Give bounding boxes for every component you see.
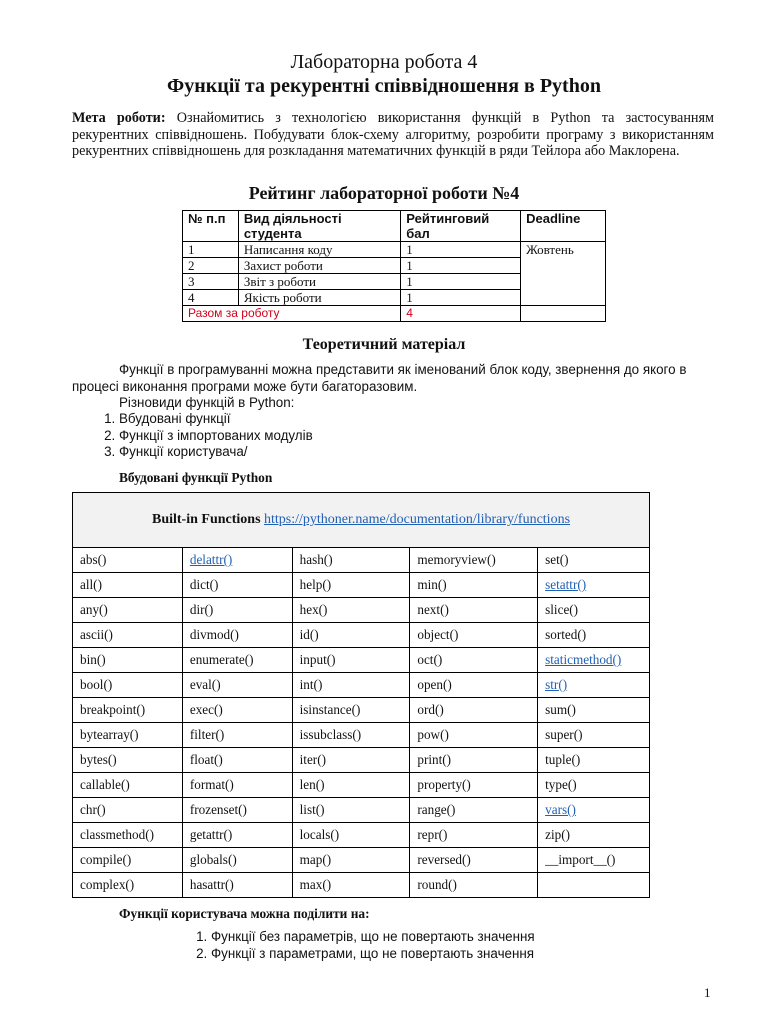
table-row: [73, 748, 650, 773]
table-cell: [292, 598, 410, 623]
function-name: any(): [80, 602, 108, 617]
table-cell: [182, 548, 292, 573]
rating-total-row: [183, 306, 606, 322]
table-cell: [182, 823, 292, 848]
function-name: isinstance(): [299, 702, 361, 717]
table-cell: [73, 548, 183, 573]
table-cell: [538, 848, 650, 873]
function-name: enumerate(): [189, 652, 254, 667]
function-name: exec(): [189, 702, 223, 717]
function-name: filter(): [189, 727, 225, 742]
function-name: divmod(): [189, 627, 239, 642]
function-name: pow(): [417, 727, 449, 742]
table-cell: [292, 773, 410, 798]
rating-title: Рейтинг лабораторної роботи №4: [248, 183, 520, 203]
table-row: [73, 698, 650, 723]
function-kinds-intro: Різновиди функцій в Python:: [119, 395, 295, 410]
function-name: bool(): [80, 677, 113, 692]
function-name: complex(): [80, 877, 135, 892]
builtin-functions-title: Вбудовані функції Python: [119, 470, 273, 485]
table-cell: [538, 723, 650, 748]
list-item: 1. Вбудовані функції: [119, 411, 313, 428]
function-name: int(): [299, 677, 323, 692]
function-name: set(): [545, 552, 569, 567]
function-link[interactable]: delattr(): [189, 552, 233, 567]
function-name: globals(): [189, 852, 237, 867]
user-functions-title: Функції користувача можна поділити на:: [119, 906, 370, 921]
table-cell: [182, 623, 292, 648]
table-cell: [538, 598, 650, 623]
table-cell: [73, 648, 183, 673]
table-cell: [73, 673, 183, 698]
function-name: slice(): [545, 602, 579, 617]
function-name: print(): [417, 752, 452, 767]
function-name: reversed(): [417, 852, 471, 867]
list-item: 2. Функції з імпортованих модулів: [119, 428, 313, 445]
function-name: iter(): [299, 752, 326, 767]
table-row: [73, 623, 650, 648]
table-cell: [73, 723, 183, 748]
theory-title: Теоретичний матеріал: [302, 336, 466, 353]
table-cell: [292, 798, 410, 823]
function-name: bytes(): [80, 752, 117, 767]
function-name: next(): [417, 602, 449, 617]
table-cell: [410, 548, 538, 573]
table-cell: [182, 598, 292, 623]
function-name: memoryview(): [417, 552, 496, 567]
table-cell: [410, 848, 538, 873]
function-name: abs(): [80, 552, 107, 567]
table-cell: [182, 723, 292, 748]
function-name: bin(): [80, 652, 106, 667]
function-name: float(): [189, 752, 223, 767]
table-cell: [410, 573, 538, 598]
rating-cell-activity: Звіт з роботи: [238, 274, 400, 290]
function-name: eval(): [189, 677, 221, 692]
table-cell: [182, 773, 292, 798]
function-name: input(): [299, 652, 336, 667]
rating-cell-activity: Захист роботи: [238, 258, 400, 274]
table-cell: [73, 573, 183, 598]
table-cell: [410, 748, 538, 773]
rating-cell-number: 2: [183, 258, 239, 274]
table-cell: [73, 698, 183, 723]
function-link[interactable]: setattr(): [545, 577, 587, 592]
function-name: chr(): [80, 802, 106, 817]
builtin-functions-table: [72, 492, 650, 898]
function-kinds-list: [72, 411, 313, 461]
goal-paragraph: [72, 110, 714, 160]
table-cell: [292, 673, 410, 698]
table-row: [73, 773, 650, 798]
table-cell: [538, 623, 650, 648]
table-row: [73, 723, 650, 748]
table-cell: [410, 723, 538, 748]
function-name: tuple(): [545, 752, 581, 767]
rating-total-label: Разом за роботу: [183, 306, 401, 322]
lab-subtitle: Функції та рекурентні співвідношення в Python: [167, 75, 601, 97]
table-cell: [73, 848, 183, 873]
table-row: [73, 548, 650, 573]
table-cell: [538, 573, 650, 598]
lab-title: Лабораторна робота 4: [290, 51, 478, 73]
function-name: property(): [417, 777, 471, 792]
function-name: hash(): [299, 552, 333, 567]
table-cell: [538, 648, 650, 673]
function-name: id(): [299, 627, 319, 642]
builtin-table-body: [73, 548, 650, 898]
table-cell: [538, 773, 650, 798]
function-name: compile(): [80, 852, 132, 867]
table-cell: [182, 673, 292, 698]
function-name: min(): [417, 577, 447, 592]
function-name: issubclass(): [299, 727, 362, 742]
user-functions-list: [166, 929, 535, 962]
rating-cell-number: 4: [183, 290, 239, 306]
function-name: oct(): [417, 652, 443, 667]
function-name: ord(): [417, 702, 444, 717]
function-name: frozenset(): [189, 802, 247, 817]
rating-cell-number: 1: [183, 242, 239, 258]
theory-paragraph: Функції в програмуванні можна представити як іменований блок коду, звернення до якого в процесі виконання програми може бути багаторазовим.: [72, 362, 687, 394]
function-name: sum(): [545, 702, 576, 717]
table-cell: [182, 698, 292, 723]
table-cell: [292, 848, 410, 873]
table-cell: [292, 698, 410, 723]
table-cell: [73, 748, 183, 773]
function-name: max(): [299, 877, 332, 892]
builtin-table-title: Built-in Functions: [151, 512, 261, 527]
function-name: hex(): [299, 602, 328, 617]
table-cell: [292, 573, 410, 598]
goal-label: Мета роботи:: [72, 110, 166, 126]
table-cell: [73, 823, 183, 848]
table-cell: [292, 648, 410, 673]
table-row: [73, 573, 650, 598]
rating-cell-deadline: Жовтень: [521, 242, 606, 306]
function-name: __import__(): [545, 852, 616, 867]
function-name: dir(): [189, 602, 214, 617]
table-cell: [73, 598, 183, 623]
table-cell: [182, 798, 292, 823]
rating-header-row: [183, 211, 606, 242]
rating-cell-number: 3: [183, 274, 239, 290]
function-name: open(): [417, 677, 452, 692]
table-cell: [538, 548, 650, 573]
function-name: sorted(): [545, 627, 587, 642]
rating-cell-activity: Написання коду: [238, 242, 400, 258]
table-cell: [410, 623, 538, 648]
rating-cell-activity: Якість роботи: [238, 290, 400, 306]
table-row: [73, 798, 650, 823]
rating-cell-score: 1: [401, 290, 521, 306]
builtin-table-header-row: [73, 493, 650, 548]
table-cell: [538, 873, 650, 898]
function-name: classmethod(): [80, 827, 154, 842]
table-cell: [410, 698, 538, 723]
table-row: [73, 848, 650, 873]
table-cell: [538, 673, 650, 698]
table-cell: [538, 698, 650, 723]
table-cell: [538, 748, 650, 773]
list-item: 1. Функції без параметрів, що не повертають значення: [211, 929, 535, 946]
table-row: [73, 598, 650, 623]
function-link[interactable]: str(): [545, 677, 568, 692]
function-name: len(): [299, 777, 325, 792]
function-name: super(): [545, 727, 583, 742]
table-row: [73, 823, 650, 848]
table-cell: [182, 848, 292, 873]
table-cell: [73, 798, 183, 823]
table-cell: [410, 823, 538, 848]
rating-header-score: Рейтинговий бал: [401, 211, 521, 242]
function-name: list(): [299, 802, 325, 817]
table-cell: [182, 648, 292, 673]
table-row: [73, 873, 650, 898]
function-name: all(): [80, 577, 102, 592]
function-name: range(): [417, 802, 456, 817]
function-name: bytearray(): [80, 727, 139, 742]
rating-cell-score: 1: [401, 242, 521, 258]
function-link[interactable]: staticmethod(): [545, 652, 622, 667]
table-cell: [182, 873, 292, 898]
table-cell: [73, 623, 183, 648]
rating-table: [182, 210, 606, 322]
function-name: object(): [417, 627, 459, 642]
table-cell: [410, 773, 538, 798]
function-name: help(): [299, 577, 332, 592]
table-row: [73, 648, 650, 673]
table-cell: [410, 798, 538, 823]
builtin-table-header: [73, 493, 650, 548]
table-cell: [73, 773, 183, 798]
table-cell: [410, 598, 538, 623]
rating-total-value: 4: [401, 306, 521, 322]
function-name: type(): [545, 777, 577, 792]
rating-row: [183, 242, 606, 258]
table-cell: [182, 573, 292, 598]
rating-header-deadline: Deadline: [521, 211, 606, 242]
page-number: 1: [704, 985, 711, 1000]
function-link[interactable]: vars(): [545, 802, 576, 817]
table-cell: [292, 823, 410, 848]
table-cell: [292, 723, 410, 748]
function-name: format(): [189, 777, 234, 792]
function-name: getattr(): [189, 827, 233, 842]
function-name: ascii(): [80, 627, 113, 642]
table-cell: [182, 748, 292, 773]
table-cell: [292, 873, 410, 898]
documentation-link[interactable]: https://pythoner.name/documentation/library/functions: [264, 512, 571, 527]
list-item: 3. Функції користувача/: [119, 444, 313, 461]
table-cell: [292, 748, 410, 773]
table-cell: [410, 673, 538, 698]
list-item: 2. Функції з параметрами, що не повертають значення: [211, 946, 535, 963]
table-row: [73, 673, 650, 698]
rating-cell-score: 1: [401, 274, 521, 290]
table-cell: [292, 548, 410, 573]
function-name: zip(): [545, 827, 571, 842]
function-name: round(): [417, 877, 457, 892]
function-name: locals(): [299, 827, 340, 842]
function-name: dict(): [189, 577, 219, 592]
table-cell: [410, 648, 538, 673]
table-cell: [410, 873, 538, 898]
table-cell: [538, 823, 650, 848]
rating-cell-score: 1: [401, 258, 521, 274]
rating-header-number: № п.п: [183, 211, 239, 242]
function-name: repr(): [417, 827, 448, 842]
function-name: hasattr(): [189, 877, 234, 892]
table-cell: [73, 873, 183, 898]
goal-text: Ознайомитись з технологією використання функцій в Python та застосуванням рекурентних співвідношень. Побудувати блок-схему алгоритму, розробити програму з використанням рекурентних співвідношень для розкладання математичних функцій в ряди Тейлора або Маклорена.: [72, 110, 715, 159]
function-name: callable(): [80, 777, 130, 792]
table-cell: [292, 623, 410, 648]
table-cell: [538, 798, 650, 823]
function-name: breakpoint(): [80, 702, 146, 717]
rating-total-empty: [521, 306, 606, 322]
rating-header-activity: Вид діяльності студента: [238, 211, 400, 242]
function-name: map(): [299, 852, 332, 867]
